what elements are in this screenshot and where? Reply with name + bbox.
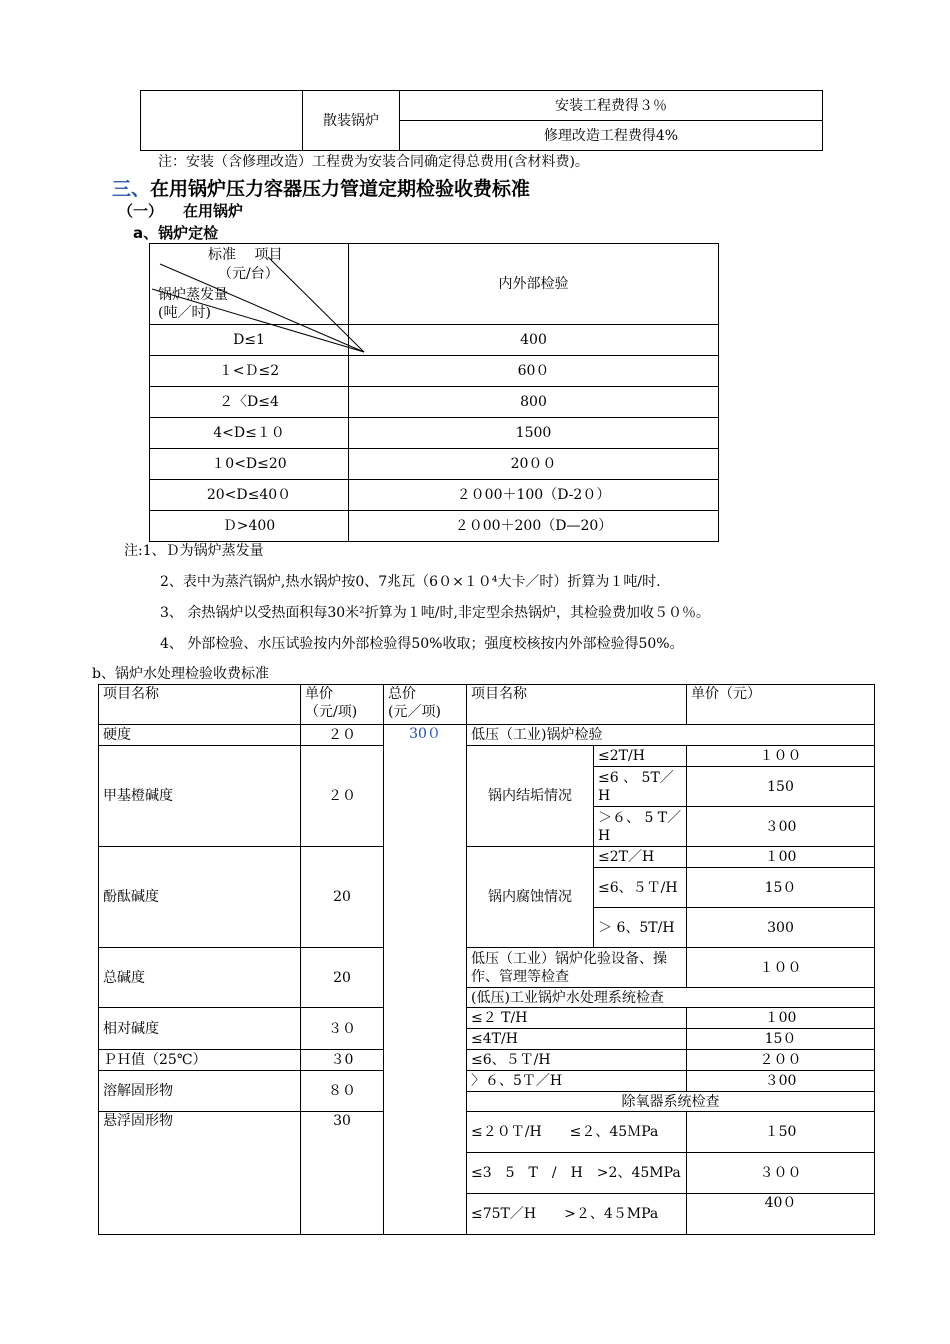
top-fee-table xyxy=(140,90,823,151)
range-cell: 20<D≤40０ xyxy=(150,480,349,511)
range-cell: １<Ｄ≤2 xyxy=(150,356,349,387)
fee-cell: 60０ xyxy=(349,356,719,387)
top-table-repair-fee: 修理改造工程费得4% xyxy=(400,121,823,151)
diag-header-top: 标准 项目 xyxy=(208,247,283,263)
system-cond: ≤4T/H xyxy=(467,1029,687,1050)
diag-header-bottom1: 锅炉蒸发量 xyxy=(158,287,228,303)
top-table-empty-cell xyxy=(141,91,303,151)
left-item-price: ２０ xyxy=(301,725,384,746)
deaerator-price: １50 xyxy=(687,1112,875,1153)
header-item-name-2: 项目名称 xyxy=(467,685,687,725)
system-price: ３00 xyxy=(687,1071,875,1092)
header-unit-price-2: 单价（元） xyxy=(687,685,875,725)
note-a-3: 3、 余热锅炉以受热面积每30米²折算为１吨/时,非定型余热锅炉，其检验费加收５０％。 xyxy=(160,605,710,621)
left-item-name: 酚酞碱度 xyxy=(99,847,301,948)
fee-cell: ２０00＋200（D—20） xyxy=(349,511,719,542)
note-a-4: 4、 外部检验、水压试验按内外部检验得50%收取；强度校核按内外部检验得50%。 xyxy=(160,636,684,652)
fee-cell: 20００ xyxy=(349,449,719,480)
left-item-price: 30 xyxy=(301,1112,384,1235)
sub-heading-b: b、锅炉水处理检验收费标准 xyxy=(92,666,269,682)
top-table-install-fee: 安装工程费得３％ xyxy=(400,91,823,121)
fee-cell: 800 xyxy=(349,387,719,418)
left-item-name: 甲基橙碱度 xyxy=(99,746,301,847)
left-item-price: ３0 xyxy=(301,1050,384,1071)
left-item-name: 溶解固形物 xyxy=(99,1071,301,1112)
corrosion-price: １00 xyxy=(687,847,875,868)
top-table-category: 散装锅炉 xyxy=(303,91,400,151)
corrosion-price: 300 xyxy=(687,908,875,948)
scale-price: ３00 xyxy=(687,807,875,847)
sub-heading-1 xyxy=(118,200,243,221)
fee-cell: 400 xyxy=(349,325,719,356)
system-cond: 〉６、5Ｔ／H xyxy=(467,1071,687,1092)
corrosion-price: 15０ xyxy=(687,868,875,908)
section-3-number: 三、 xyxy=(112,178,151,200)
section-3-title: 在用锅炉压力容器压力管道定期检验收费标准 xyxy=(150,178,531,200)
sub-heading-1-number: （一） xyxy=(118,202,164,220)
scale-cond: ≤2T/H xyxy=(594,746,687,767)
left-item-name: 总碱度 xyxy=(99,948,301,1008)
fee-cell: ２０00＋100（D-2０） xyxy=(349,480,719,511)
range-cell: 4<D≤１０ xyxy=(150,418,349,449)
range-cell: ２〈D≤4 xyxy=(150,387,349,418)
system-price: １00 xyxy=(687,1008,875,1029)
sub-heading-1-title: 在用锅炉 xyxy=(183,202,244,220)
deaerator-cond: ≤２０Ｔ/H ≤２、45ＭPa xyxy=(467,1112,687,1153)
header-total-price-a: 总价 xyxy=(388,686,416,702)
note-a-2: 2、表中为蒸汽锅炉,热水锅炉按0、7兆瓦（6０×１０⁴大卡／时）折算为１吨/时. xyxy=(160,574,661,590)
scale-cond: ≤6 、 5T／H xyxy=(594,767,687,807)
header-total-price-b: (元／项) xyxy=(388,704,441,720)
deaerator-title: 除氧器系统检查 xyxy=(467,1092,875,1112)
corrosion-cond: ≤2T／H xyxy=(594,847,687,868)
left-item-name: ＰＨ值（25℃） xyxy=(99,1050,301,1071)
range-cell: １0<D≤20 xyxy=(150,449,349,480)
header-unit-price-b: （元/项) xyxy=(305,704,358,720)
corrosion-label: 锅内腐蚀情况 xyxy=(467,847,594,948)
corrosion-cond: ≤6、５Ｔ/H xyxy=(594,868,687,908)
sub-heading-a: a、锅炉定检 xyxy=(133,224,219,242)
left-item-price: 20 xyxy=(301,847,384,948)
system-check-title: (低压)工业锅炉水处理系统检查 xyxy=(467,988,875,1008)
section-3-heading xyxy=(112,174,530,201)
left-item-name: 相对碱度 xyxy=(99,1008,301,1050)
left-item-price: ８０ xyxy=(301,1071,384,1112)
diagonal-header-cell xyxy=(150,244,349,325)
fee-cell: 1500 xyxy=(349,418,719,449)
left-item-price: 20 xyxy=(301,948,384,1008)
diag-header-bottom2: (吨／时) xyxy=(158,305,211,321)
low-pressure-title: 低压（工业)锅炉检验 xyxy=(467,725,875,746)
deaerator-cond: ≤75T／H >２、4５MPa xyxy=(467,1194,687,1235)
lab-check: 低压（工业）锅炉化验设备、操作、管理等检查 xyxy=(467,948,687,988)
header-unit-price xyxy=(301,685,384,725)
system-cond: ≤6、５Ｔ/H xyxy=(467,1050,687,1071)
scale-price: １００ xyxy=(687,746,875,767)
note-top: 注：安装（含修理改造）工程费为安装合同确定得总费用(含材料费)。 xyxy=(158,154,589,170)
left-item-price: ２０ xyxy=(301,746,384,847)
diag-header-mid: （元/台） xyxy=(218,266,279,282)
deaerator-cond: ≤3 5 T / H >2、45MPa xyxy=(467,1153,687,1194)
deaerator-price: 40０ xyxy=(687,1194,875,1235)
corrosion-cond: ＞ 6、5T/H xyxy=(594,908,687,948)
note-a-1: 注:1、Ｄ为锅炉蒸发量 xyxy=(124,543,264,559)
left-item-name: 硬度 xyxy=(99,725,301,746)
scale-price: 150 xyxy=(687,767,875,807)
left-item-name: 悬浮固形物 xyxy=(99,1112,301,1235)
lab-check-price: １００ xyxy=(687,948,875,988)
deaerator-price: ３００ xyxy=(687,1153,875,1194)
water-treatment-table xyxy=(98,684,875,1235)
header-total-price xyxy=(384,685,467,725)
header-unit-price-a: 单价 xyxy=(305,686,333,702)
scale-cond: ＞６、 5 T／H xyxy=(594,807,687,847)
left-item-price: ３０ xyxy=(301,1008,384,1050)
system-cond: ≤２ T/H xyxy=(467,1008,687,1029)
header-inspection: 内外部检验 xyxy=(349,244,719,325)
scale-label: 锅内结垢情况 xyxy=(467,746,594,847)
range-cell: Ｄ>400 xyxy=(150,511,349,542)
system-price: ２００ xyxy=(687,1050,875,1071)
system-price: 15０ xyxy=(687,1029,875,1050)
header-item-name: 项目名称 xyxy=(99,685,301,725)
range-cell: D≤1 xyxy=(150,325,349,356)
boiler-inspection-table xyxy=(149,243,719,542)
total-price-value: 30０ xyxy=(384,725,467,1235)
